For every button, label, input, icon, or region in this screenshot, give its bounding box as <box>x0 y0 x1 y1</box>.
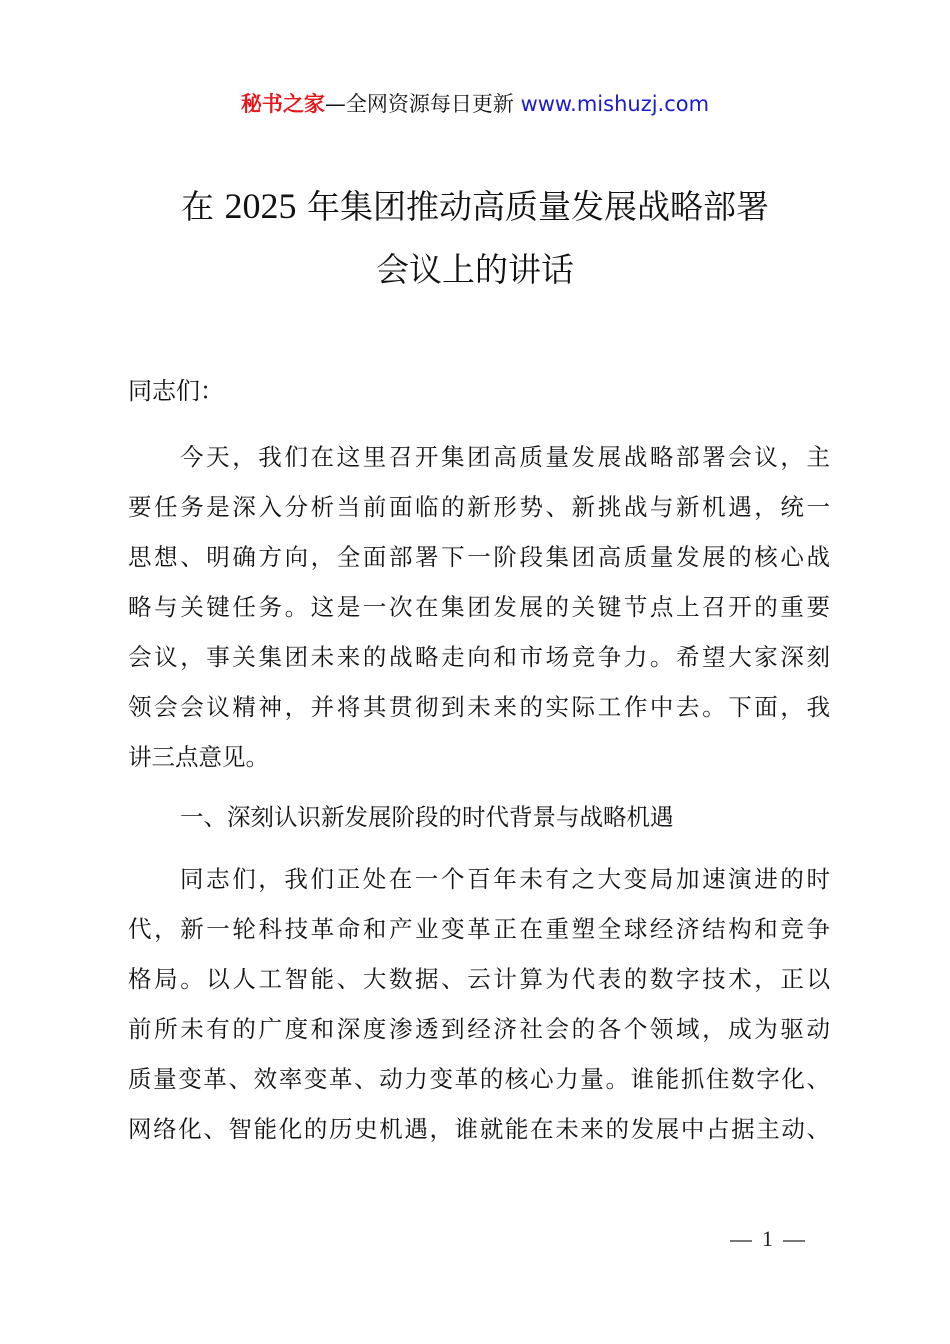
paragraph-line: 今天，我们在这里召开集团高质量发展战略部署会议，主 <box>180 443 830 471</box>
title-suffix: 年集团推动高质量发展战略部署 <box>307 187 769 226</box>
paragraph-section-1 <box>128 854 830 1154</box>
paragraph-line: 同志们，我们正处在一个百年未有之大变局加速演进的时 <box>180 865 830 893</box>
page-number-value: 1 <box>762 1226 773 1251</box>
dash-left <box>730 1240 752 1242</box>
paragraph-line: 略与关键任务。这是一次在集团发展的关键节点上召开的重要 <box>128 593 830 621</box>
title-prefix: 在 <box>181 187 214 226</box>
paragraph-line: 代，新一轮科技革命和产业变革正在重塑全球经济结构和竞争 <box>128 915 830 943</box>
paragraph-line: 领会会议精神，并将其贯彻到未来的实际工作中去。下面，我 <box>128 693 830 721</box>
site-url-link[interactable]: www.mishuzj.com <box>520 92 710 116</box>
document-title-line-2: 会议上的讲话 <box>376 250 574 289</box>
paragraph-line: 讲三点意见。 <box>128 743 269 771</box>
brand-name: 秘书之家 <box>240 92 325 116</box>
paragraph-line: 思想、明确方向，全面部署下一阶段集团高质量发展的核心战 <box>128 543 830 571</box>
paragraph-line: 网络化、智能化的历史机遇，谁就能在未来的发展中占据主动、 <box>128 1115 830 1143</box>
paragraph-line: 质量变革、效率变革、动力变革的核心力量。谁能抓住数字化、 <box>128 1065 830 1093</box>
paragraph-intro <box>128 432 830 782</box>
section-heading-1: 一、深刻认识新发展阶段的时代背景与战略机遇 <box>180 803 674 831</box>
document-title-line-1 <box>0 186 950 227</box>
site-banner <box>0 88 950 120</box>
dash-right <box>783 1240 805 1242</box>
paragraph-line: 格局。以人工智能、大数据、云计算为代表的数字技术，正以 <box>128 965 830 993</box>
paragraph-line: 前所未有的广度和深度渗透到经济社会的各个领域，成为驱动 <box>128 1015 830 1043</box>
paragraph-line: 要任务是深入分析当前面临的新形势、新挑战与新机遇，统一 <box>128 493 830 521</box>
title-year: 2025 <box>224 186 297 226</box>
banner-slogan: —全网资源每日更新 <box>324 92 514 116</box>
paragraph-line: 会议，事关集团未来的战略走向和市场竞争力。希望大家深刻 <box>128 643 830 671</box>
salutation: 同志们： <box>128 377 224 405</box>
page-number <box>720 1225 815 1253</box>
